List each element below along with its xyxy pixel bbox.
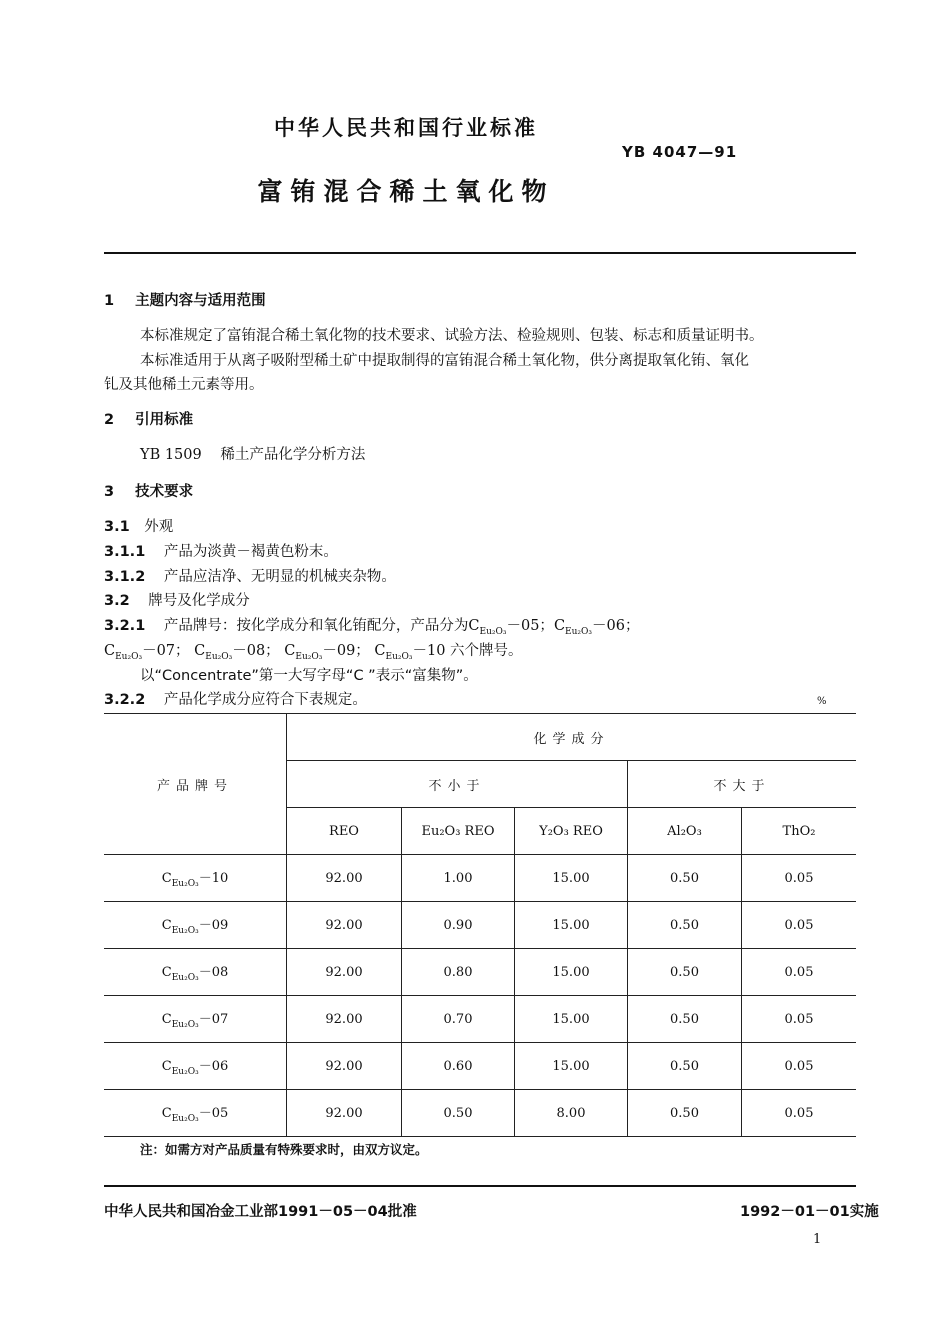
tho2-cell: 0.05: [742, 1090, 857, 1137]
clause-3-1-2: [104, 565, 396, 586]
subsection-3-1: [104, 515, 173, 536]
grade-column-header: 产品牌号: [104, 714, 287, 855]
clause-3-1-1: [104, 540, 338, 561]
section-number: 3: [104, 484, 115, 500]
grade-suffix: －06: [198, 1059, 229, 1074]
grade-subscript: Eu₂O₃: [295, 652, 323, 662]
grade-suffix: －05: [198, 1106, 229, 1121]
reference-title: 稀土产品化学分析方法: [220, 447, 366, 463]
section-title: 引用标准: [135, 412, 194, 428]
grade-cell: [104, 855, 287, 902]
y2o3-cell: 8.00: [515, 1090, 628, 1137]
grade-prefix: C: [161, 1106, 172, 1121]
column-header-reo: REO: [287, 808, 402, 855]
al2o3-cell: 0.50: [628, 855, 742, 902]
al2o3-cell: 0.50: [628, 949, 742, 996]
section-3-heading: [104, 480, 193, 501]
paragraph: 钆及其他稀土元素等用。: [104, 377, 264, 393]
paragraph: 本标准适用于从离子吸附型稀土矿中提取制得的富铕混合稀土氧化物，供分离提取氧化铕、氧化: [140, 353, 749, 369]
grade-cell: [104, 996, 287, 1043]
grade-suffix: －07；: [142, 643, 190, 659]
eu2o3-cell: 0.60: [402, 1043, 515, 1090]
paragraph: 本标准规定了富铕混合稀土氧化物的技术要求、试验方法、检验规则、包装、标志和质量证明书。: [140, 328, 764, 344]
chemical-composition-table: [104, 713, 856, 1137]
standard-code: YB 4047—91: [622, 143, 738, 161]
unit-percent: %: [817, 696, 827, 707]
grade-suffix: －08；: [232, 643, 280, 659]
grade-subscript: Eu₂O₃: [115, 652, 143, 662]
concentrate-note: 以“Concentrate”第一大写字母“C ”表示“富集物”。: [140, 668, 478, 684]
clause-text: 产品牌号：按化学成分和氧化铕配分，产品分为: [163, 618, 469, 634]
clause-number: 3.1.1: [104, 544, 146, 560]
grade-prefix: C: [161, 965, 172, 980]
al2o3-cell: 0.50: [628, 1043, 742, 1090]
grade-subscript: Eu₂O₃: [171, 926, 199, 936]
grade-prefix: C: [161, 918, 172, 933]
grade-cell: [104, 949, 287, 996]
grade-suffix: －07: [198, 1012, 229, 1027]
table-row: [104, 1090, 856, 1137]
column-header-y2o3-reo: Y₂O₃ REO: [515, 808, 628, 855]
al2o3-cell: 0.50: [628, 1090, 742, 1137]
eu2o3-cell: 0.70: [402, 996, 515, 1043]
tho2-cell: 0.05: [742, 1043, 857, 1090]
grade-code: [553, 618, 640, 637]
tho2-cell: 0.05: [742, 949, 857, 996]
grade-prefix: C: [104, 643, 116, 659]
effective-date: 1992－01－01实施: [740, 1204, 879, 1220]
approval-line: 中华人民共和国冶金工业部1991－05－04批准: [104, 1204, 417, 1220]
clause-number: 3.1: [104, 519, 130, 535]
y2o3-cell: 15.00: [515, 855, 628, 902]
reo-cell: 92.00: [287, 996, 402, 1043]
grade-cell: [104, 1043, 287, 1090]
table-note: 注：如需方对产品质量有特殊要求时，由双方议定。: [140, 1142, 428, 1157]
standard-category-title: 中华人民共和国行业标准: [274, 116, 538, 140]
table-row: [104, 855, 856, 902]
y2o3-cell: 15.00: [515, 1043, 628, 1090]
footer-rule: [104, 1185, 856, 1187]
grade-subscript: Eu₂O₃: [171, 1114, 199, 1124]
section-title: 主题内容与适用范围: [135, 293, 266, 309]
subsection-3-2: [104, 589, 250, 610]
grade-prefix: C: [284, 643, 296, 659]
clause-number: 3.2.2: [104, 692, 146, 708]
y2o3-cell: 15.00: [515, 949, 628, 996]
header-rule: [104, 252, 856, 254]
eu2o3-cell: 0.90: [402, 902, 515, 949]
clause-text: 产品化学成分应符合下表规定。: [163, 692, 367, 708]
reo-cell: 92.00: [287, 1043, 402, 1090]
column-header-tho2: ThO₂: [742, 808, 857, 855]
clause-3-2-2: [104, 688, 367, 709]
reference-code: YB 1509: [140, 447, 202, 463]
reo-cell: 92.00: [287, 949, 402, 996]
grade-prefix: C: [553, 618, 566, 634]
section-1-heading: [104, 289, 266, 310]
grade-suffix: －10: [198, 871, 229, 886]
grade-subscript: Eu₂O₃: [565, 627, 593, 637]
column-header-eu2o3-reo: Eu₂O₃ REO: [402, 808, 515, 855]
grade-prefix: C: [161, 871, 172, 886]
section-title: 技术要求: [135, 484, 194, 500]
clause-title: 外观: [144, 519, 174, 535]
grade-prefix: C: [374, 643, 386, 659]
min-header: 不小于: [287, 761, 628, 808]
clause-title: 牌号及化学成分: [148, 593, 250, 609]
al2o3-cell: 0.50: [628, 902, 742, 949]
y2o3-cell: 15.00: [515, 996, 628, 1043]
grade-cell: [104, 902, 287, 949]
clause-number: 3.1.2: [104, 569, 146, 585]
section-number: 1: [104, 293, 115, 309]
grade-subscript: Eu₂O₃: [171, 879, 199, 889]
reo-cell: 92.00: [287, 1090, 402, 1137]
clause-text: 产品应洁净、无明显的机械夹杂物。: [163, 569, 396, 585]
table-row: [104, 949, 856, 996]
tho2-cell: 0.05: [742, 855, 857, 902]
grade-subscript: Eu₂O₃: [479, 627, 507, 637]
section-2-heading: [104, 408, 193, 429]
grade-prefix: C: [161, 1059, 172, 1074]
grade-suffix: －09；: [322, 643, 370, 659]
grade-suffix: －10: [412, 643, 446, 659]
grade-prefix: C: [161, 1012, 172, 1027]
al2o3-cell: 0.50: [628, 996, 742, 1043]
eu2o3-cell: 0.50: [402, 1090, 515, 1137]
clause-text: 产品为淡黄－褐黄色粉末。: [163, 544, 338, 560]
grade-prefix: C: [468, 618, 480, 634]
grade-list-line: [104, 639, 523, 662]
y2o3-cell: 15.00: [515, 902, 628, 949]
table-row: [104, 902, 856, 949]
grade-list-tail: 六个牌号。: [445, 643, 523, 659]
tho2-cell: 0.05: [742, 902, 857, 949]
grade-subscript: Eu₂O₃: [171, 973, 199, 983]
reo-cell: 92.00: [287, 855, 402, 902]
tho2-cell: 0.05: [742, 996, 857, 1043]
document-title: 富铕混合稀土氧化物: [257, 177, 555, 206]
grade-cell: [104, 1090, 287, 1137]
grade-suffix: －05；: [506, 618, 554, 634]
eu2o3-cell: 0.80: [402, 949, 515, 996]
column-header-al2o3: Al₂O₃: [628, 808, 742, 855]
grade-subscript: Eu₂O₃: [171, 1067, 199, 1077]
table-row: [104, 996, 856, 1043]
table-row: [104, 1043, 856, 1090]
clause-3-2-1: [104, 614, 639, 637]
grade-subscript: Eu₂O₃: [205, 652, 233, 662]
grade-suffix: －06；: [592, 618, 640, 634]
grade-subscript: Eu₂O₃: [385, 652, 413, 662]
grade-code: [468, 618, 554, 637]
reference-standard: [140, 443, 365, 464]
grade-suffix: －09: [198, 918, 229, 933]
grade-suffix: －08: [198, 965, 229, 980]
grade-prefix: C: [194, 643, 206, 659]
grade-code: [104, 643, 190, 662]
grade-code: [374, 643, 446, 662]
clause-number: 3.2.1: [104, 618, 146, 634]
section-number: 2: [104, 412, 115, 428]
chemical-composition-header: 化学成分: [287, 714, 857, 761]
clause-number: 3.2: [104, 593, 130, 609]
eu2o3-cell: 1.00: [402, 855, 515, 902]
grade-subscript: Eu₂O₃: [171, 1020, 199, 1030]
grade-code: [284, 643, 370, 662]
reo-cell: 92.00: [287, 902, 402, 949]
grade-code: [194, 643, 280, 662]
max-header: 不大于: [628, 761, 857, 808]
page-number: 1: [813, 1232, 822, 1247]
